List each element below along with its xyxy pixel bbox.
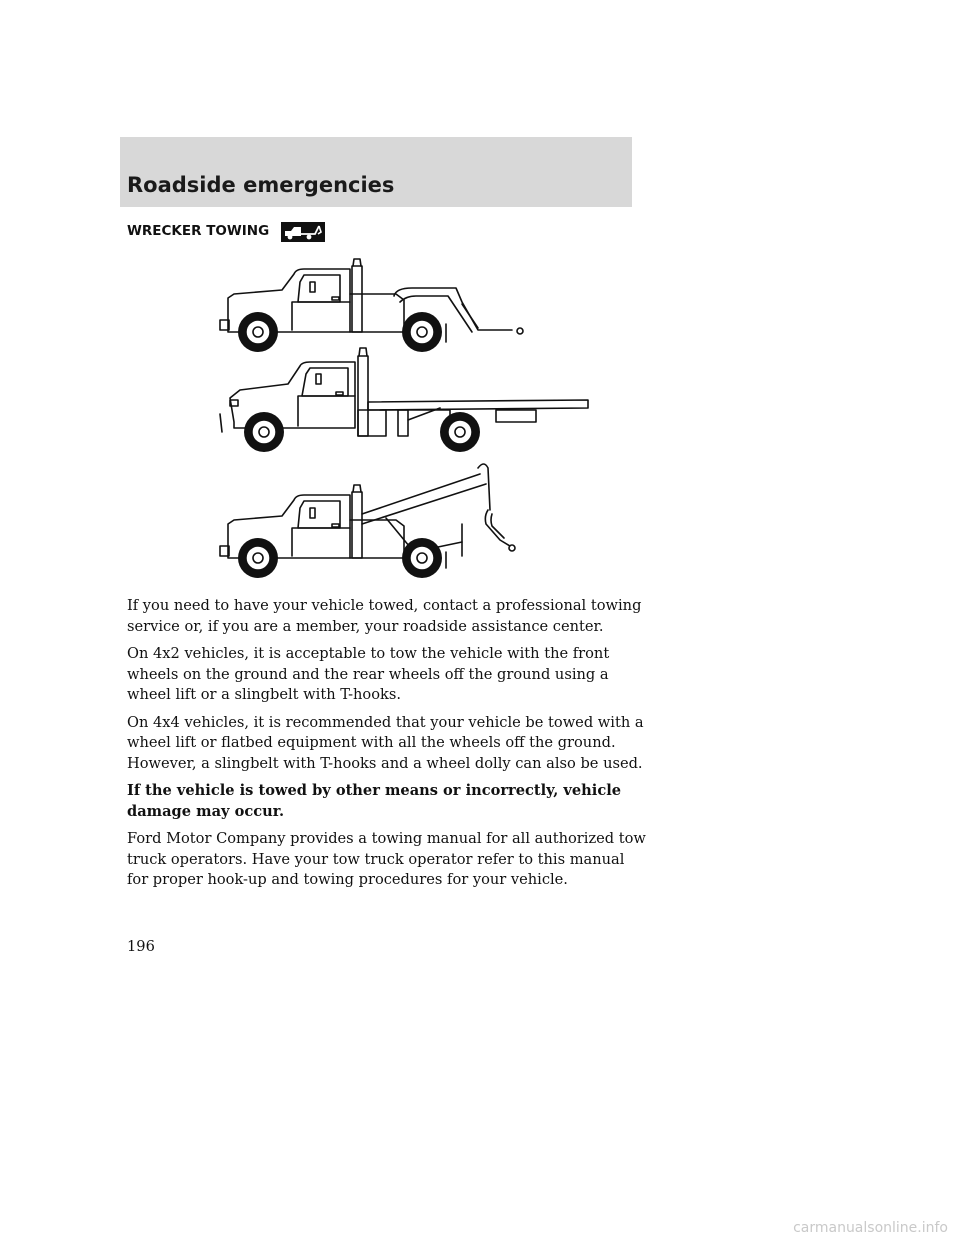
watermark: carmanualsonline.info bbox=[793, 1220, 948, 1236]
warning-paragraph: If the vehicle is towed by other means or incorrectly, vehicle damage may occur. bbox=[127, 782, 622, 820]
paragraph: On 4x4 vehicles, it is recommended that your vehicle be towed with a wheel lift or flatbed equipment with all the wheels off the ground. However, a slingbelt with T-hooks and a wheel dolly can also be used. bbox=[127, 713, 644, 772]
tow-truck-icon bbox=[281, 222, 325, 242]
paragraph: On 4x2 vehicles, it is acceptable to tow the vehicle with the front wheels on the ground and the rear wheels off the ground using a wheel lift or a slingbelt with T-hooks. bbox=[127, 645, 610, 703]
paragraph: If you need to have your vehicle towed, contact a professional towing service or, if you are a member, your roadside assistance center. bbox=[127, 597, 642, 635]
paragraph: Ford Motor Company provides a towing manual for all authorized tow truck operators. Have your tow truck operator refer to this manual for proper hook-up and towing procedures for your vehicle. bbox=[127, 830, 646, 888]
page-title: Roadside emergencies bbox=[127, 173, 395, 197]
boom-truck-drawing bbox=[220, 464, 515, 578]
tow-truck-illustrations bbox=[200, 252, 600, 586]
section-heading: WRECKER TOWING bbox=[127, 223, 270, 239]
flatbed-truck-drawing bbox=[220, 348, 588, 452]
page-number: 196 bbox=[127, 938, 155, 955]
body-text bbox=[127, 596, 647, 898]
wheel-lift-truck-drawing bbox=[220, 259, 523, 352]
